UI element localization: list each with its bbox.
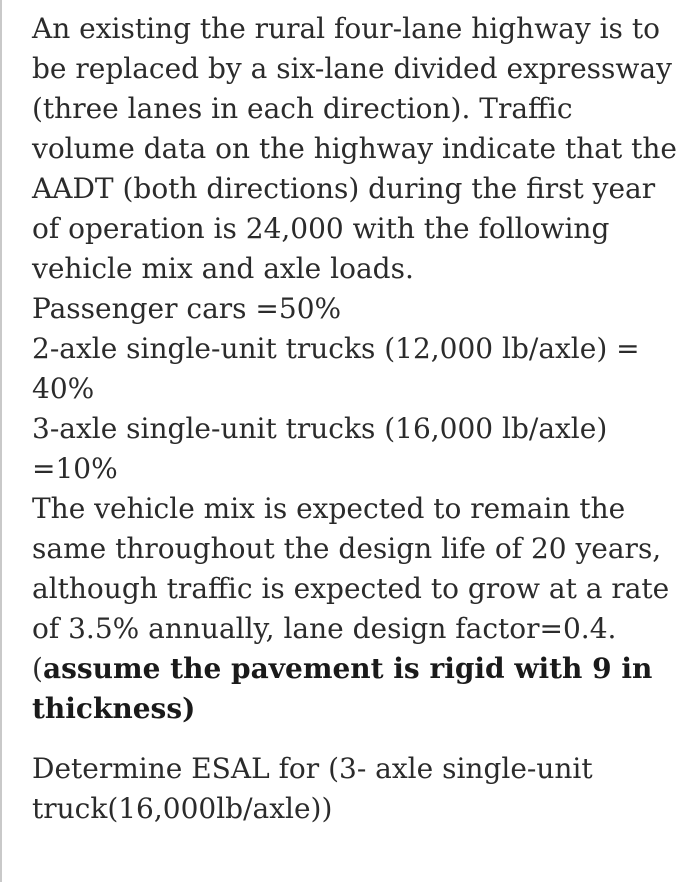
growth-text: The vehicle mix is expected to remain the same throughout the design life of 20 years, although traffic is expected to grow at a rate of 3.5% annually, lane design factor=0.4. ( <box>32 492 670 685</box>
rigid-pavement-assumption: assume the pavement is rigid with 9 in thickness) <box>32 652 653 725</box>
mix-3-axle-trucks: 3-axle single-unit trucks (16,000 lb/axle) =10% <box>32 412 608 485</box>
mix-passenger-cars: Passenger cars =50% <box>32 292 342 325</box>
growth-paragraph <box>32 489 682 729</box>
problem-text <box>32 9 682 829</box>
paragraph-gap <box>32 729 682 749</box>
intro-paragraph: An existing the rural four-lane highway is to be replaced by a six-lane divided expressway (three lanes in each direction). Traffic volume data on the highway indicate that the AADT (both directions) during the first year of operation is 24,000 with the following vehicle mix and axle loads. <box>32 12 677 285</box>
mix-2-axle-trucks: 2-axle single-unit trucks (12,000 lb/axle) = 40% <box>32 332 640 405</box>
question-paragraph: Determine ESAL for (3- axle single-unit truck(16,000lb/axle)) <box>32 752 593 825</box>
